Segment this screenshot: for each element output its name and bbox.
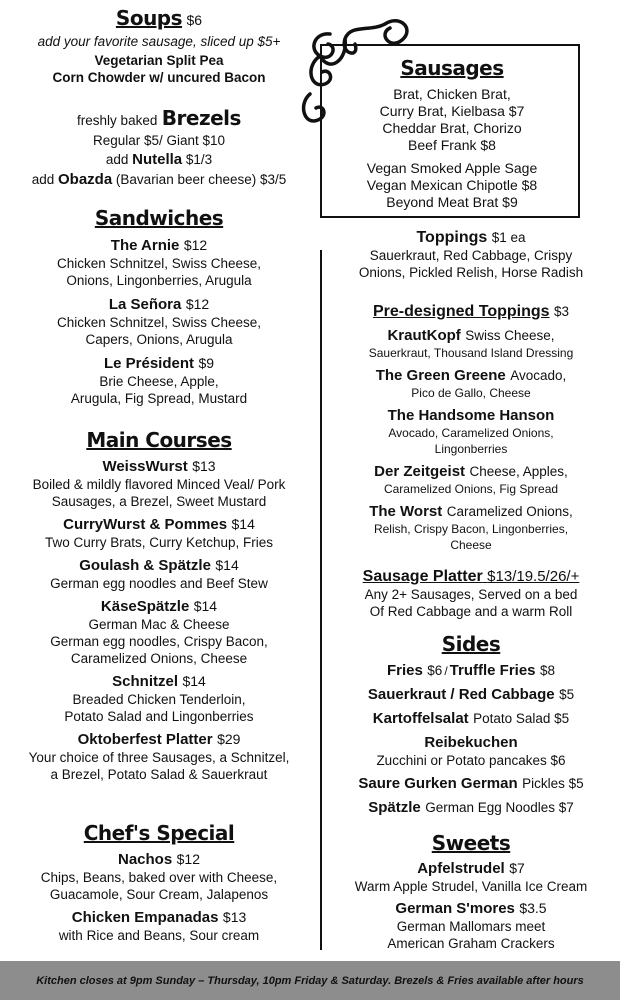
- side-name: Fries: [386, 662, 423, 679]
- predesigned-desc: Avocado, Caramelized Onions,: [388, 426, 554, 440]
- predesigned-heading: [322, 406, 620, 425]
- item-desc: German Mallomars meet: [396, 919, 546, 934]
- main-courses-section: [0, 428, 318, 783]
- item-price: $14: [231, 516, 255, 532]
- item-price: $12: [176, 851, 200, 867]
- item-desc: Chicken Schnitzel, Swiss Cheese,: [56, 256, 262, 271]
- item-desc: Potato Salad and Lingonberries: [64, 709, 254, 724]
- item-price: $13: [222, 909, 247, 925]
- brezels-line: Regular $5/ Giant $10: [92, 133, 226, 148]
- brezels-title: Brezels: [161, 106, 241, 130]
- item-name: The Arnie: [110, 237, 180, 254]
- item-desc: Sausages, a Brezel, Sweet Mustard: [51, 494, 267, 509]
- item-name: La Señora: [108, 296, 182, 313]
- brezels-section: [0, 106, 318, 188]
- sausage-line: Brat, Chicken Brat,: [393, 86, 511, 102]
- item-desc: Breaded Chicken Tenderloin,: [72, 692, 246, 707]
- predesigned-desc: Sauerkraut, Thousand Island Dressing: [368, 346, 574, 360]
- predesigned-desc: Pico de Gallo, Cheese: [411, 386, 531, 400]
- item-name: KäseSpätzle: [100, 598, 190, 615]
- sausage-line: Vegan Smoked Apple Sage: [366, 160, 538, 176]
- item-name: Goulash & Spätzle: [79, 557, 211, 574]
- sides-title: Sides: [441, 632, 501, 656]
- item-price: $7: [509, 860, 525, 876]
- predesigned-item: [322, 326, 620, 361]
- predesigned-desc: Caramelized Onions,: [446, 504, 573, 519]
- predesigned-heading: [322, 366, 620, 385]
- predesigned-desc: Avocado,: [510, 368, 567, 383]
- predesigned-desc: Cheese, Apples,: [469, 464, 568, 479]
- menu-item: [0, 672, 318, 725]
- item-price: $29: [217, 731, 241, 747]
- item-desc: German egg noodles and Beef Stew: [50, 576, 268, 591]
- predesigned-desc: Lingonberries: [434, 442, 508, 456]
- item-desc: a Brezel, Potato Salad & Sauerkraut: [50, 767, 268, 782]
- menu-item: [0, 295, 318, 348]
- side-name: Saure Gurken German: [358, 775, 518, 792]
- predesigned-heading: [322, 502, 620, 521]
- item-price: $12: [183, 237, 208, 253]
- side-heading: [322, 798, 620, 817]
- predesigned-item: [322, 462, 620, 497]
- predesigned-name: The Handsome Hanson: [387, 407, 555, 424]
- predesigned-item: [322, 406, 620, 457]
- soup-item: Vegetarian Split Pea: [94, 53, 224, 68]
- item-desc: German Mac & Cheese: [88, 617, 230, 632]
- item-name: WeissWurst: [102, 458, 188, 475]
- menu-item-heading: [0, 354, 318, 373]
- item-price: $13: [192, 458, 216, 474]
- item-desc: Brie Cheese, Apple,: [99, 374, 219, 389]
- side-item: [322, 661, 620, 680]
- predesigned-desc: Swiss Cheese,: [465, 328, 555, 343]
- menu-item-heading: [0, 672, 318, 691]
- item-name: Schnitzel: [112, 673, 179, 690]
- item-price: $14: [193, 598, 218, 614]
- sausage-group: [322, 86, 582, 154]
- item-name: Nachos: [118, 851, 173, 868]
- predesigned-desc: Cheese: [450, 538, 492, 552]
- menu-item: [0, 515, 318, 551]
- side-price: German Egg Noodles $7: [425, 800, 574, 815]
- menu-item: [0, 556, 318, 592]
- predesigned-name: KrautKopf: [387, 327, 461, 344]
- predesigned-desc: Caramelized Onions, Fig Spread: [383, 482, 559, 496]
- brezels-nutella-line: add Nutella $1/3: [105, 151, 213, 168]
- menu-item-heading: [322, 899, 620, 918]
- item-desc: Warm Apple Strudel, Vanilla Ice Cream: [354, 879, 588, 894]
- sausages-title: Sausages: [400, 56, 504, 80]
- item-price: $9: [198, 355, 215, 371]
- item-name: German S'mores: [395, 900, 515, 917]
- menu-item: [0, 457, 318, 510]
- predesigned-name: Der Zeitgeist: [374, 463, 466, 480]
- side-name: Sauerkraut / Red Cabbage: [367, 686, 555, 703]
- item-desc: with Rice and Beans, Sour cream: [58, 928, 260, 943]
- side-price: $5: [559, 687, 575, 702]
- item-name: Apfelstrudel: [417, 860, 505, 877]
- item-name: CurryWurst & Pommes: [63, 516, 228, 533]
- menu-item: [0, 850, 318, 903]
- sausage-platter-title: Sausage Platter: [362, 568, 483, 585]
- sweets-section: [322, 831, 620, 952]
- menu-item: [0, 236, 318, 289]
- menu-item-heading: [0, 515, 318, 534]
- menu-item-heading: [0, 730, 318, 749]
- sandwiches-section: [0, 206, 318, 407]
- item-desc: Chicken Schnitzel, Swiss Cheese,: [56, 315, 262, 330]
- sausage-group: [322, 160, 582, 211]
- item-name: Oktoberfest Platter: [77, 731, 213, 748]
- item-desc: Guacamole, Sour Cream, Jalapenos: [49, 887, 269, 902]
- predesigned-desc: Relish, Crispy Bacon, Lingonberries,: [373, 522, 569, 536]
- soups-price: $6: [186, 12, 203, 28]
- item-desc: Capers, Onions, Arugula: [85, 332, 233, 347]
- sausage-line: Curry Brat, Kielbasa $7: [379, 103, 525, 119]
- item-name: Chicken Empanadas: [71, 909, 219, 926]
- item-price: $3.5: [519, 900, 547, 916]
- side-heading: [322, 709, 620, 728]
- side-name: Spätzle: [368, 799, 421, 816]
- predesigned-title: Pre-designed Toppings: [372, 303, 550, 320]
- menu-item: [0, 354, 318, 407]
- predesigned-item: [322, 366, 620, 401]
- item-desc: German egg noodles, Crispy Bacon,: [50, 634, 268, 649]
- toppings-title: Toppings: [416, 229, 488, 246]
- predesigned-price: $3: [554, 304, 570, 319]
- item-price: $14: [182, 673, 206, 689]
- sausage-line: Beyond Meat Brat $9: [386, 194, 518, 210]
- menu-item-heading: [0, 597, 318, 616]
- predesigned-section: [322, 302, 620, 553]
- sausage-platter-section: [322, 567, 620, 620]
- menu-item: [0, 597, 318, 667]
- menu-item: [0, 730, 318, 783]
- item-desc: Boiled & mildly flavored Minced Veal/ Pork: [32, 477, 286, 492]
- menu-item-heading: [322, 859, 620, 878]
- toppings-section: [322, 228, 620, 281]
- side-price: $8: [539, 663, 556, 678]
- soups-section: [0, 6, 318, 86]
- menu-item-heading: [0, 295, 318, 314]
- side-heading: [322, 774, 620, 793]
- sausage-line: Beef Frank $8: [408, 137, 496, 153]
- predesigned-name: The Green Greene: [375, 367, 506, 384]
- side-item: [322, 798, 620, 817]
- toppings-desc: Onions, Pickled Relish, Horse Radish: [358, 265, 584, 280]
- menu-item: [322, 859, 620, 895]
- menu-item-heading: [0, 850, 318, 869]
- side-item: [322, 685, 620, 704]
- side-heading: [322, 733, 620, 752]
- side-price: $6: [427, 663, 443, 678]
- menu-item-heading: [0, 236, 318, 255]
- toppings-desc: Sauerkraut, Red Cabbage, Crispy: [369, 248, 573, 263]
- predesigned-name: The Worst: [369, 503, 443, 520]
- predesigned-heading: [322, 326, 620, 345]
- chefs-special-title: Chef's Special: [83, 821, 235, 845]
- brezels-obazda-line: add Obazda (Bavarian beer cheese) $3/5: [31, 171, 287, 188]
- side-item: [322, 733, 620, 769]
- menu-item: [0, 908, 318, 944]
- side-item: [322, 774, 620, 793]
- soups-title: Soups: [115, 6, 183, 30]
- item-desc: Caramelized Onions, Cheese: [70, 651, 248, 666]
- item-desc: Chips, Beans, baked over with Cheese,: [40, 870, 278, 885]
- menu-item: [322, 899, 620, 952]
- predesigned-item: [322, 502, 620, 553]
- side-name: Truffle Fries: [449, 662, 536, 679]
- sausage-platter-desc: Any 2+ Sausages, Served on a bed: [364, 587, 578, 602]
- sausage-platter-price: $13/19.5/26/+: [487, 568, 580, 585]
- sweets-title: Sweets: [431, 831, 511, 855]
- sausage-line: Vegan Mexican Chipotle $8: [366, 177, 538, 193]
- menu-item-heading: [0, 908, 318, 927]
- side-heading: [322, 685, 620, 704]
- sausage-platter-desc: Of Red Cabbage and a warm Roll: [369, 604, 573, 619]
- item-desc: Two Curry Brats, Curry Ketchup, Fries: [44, 535, 274, 550]
- sausages-section: [322, 56, 582, 211]
- menu-item-heading: [0, 556, 318, 575]
- side-price: Pickles $5: [522, 776, 584, 791]
- toppings-price: $1 ea: [491, 230, 526, 245]
- menu-item-heading: [0, 457, 318, 476]
- side-item: [322, 709, 620, 728]
- side-price: Potato Salad $5: [473, 711, 570, 726]
- item-name: Le Président: [103, 355, 194, 372]
- soups-note: add your favorite sausage, sliced up $5+: [37, 34, 281, 49]
- chefs-special-section: [0, 821, 318, 944]
- predesigned-heading: [322, 462, 620, 481]
- item-desc: Your choice of three Sausages, a Schnitzel,: [28, 750, 290, 765]
- side-name: Reibekuchen: [424, 734, 518, 751]
- side-name: Kartoffelsalat: [372, 710, 469, 727]
- footer-bar: [0, 961, 620, 1000]
- item-desc: Onions, Lingonberries, Arugula: [66, 273, 252, 288]
- main-courses-title: Main Courses: [86, 428, 232, 452]
- item-desc: American Graham Crackers: [387, 936, 555, 951]
- brezels-prefix: freshly baked: [77, 113, 158, 128]
- side-desc: Zucchini or Potato pancakes $6: [376, 753, 566, 768]
- side-sep: /: [444, 664, 448, 678]
- item-price: $12: [185, 296, 210, 312]
- sausage-line: Cheddar Brat, Chorizo: [382, 120, 522, 136]
- soup-item: Corn Chowder w/ uncured Bacon: [52, 70, 266, 85]
- item-price: $14: [215, 557, 239, 573]
- item-desc: Arugula, Fig Spread, Mustard: [70, 391, 248, 406]
- side-heading: [322, 661, 620, 680]
- footer-text: Kitchen closes at 9pm Sunday – Thursday, 10pm Friday & Saturday. Brezels & Fries available after hours: [36, 974, 584, 987]
- sides-section: [322, 632, 620, 817]
- sandwiches-title: Sandwiches: [94, 206, 224, 230]
